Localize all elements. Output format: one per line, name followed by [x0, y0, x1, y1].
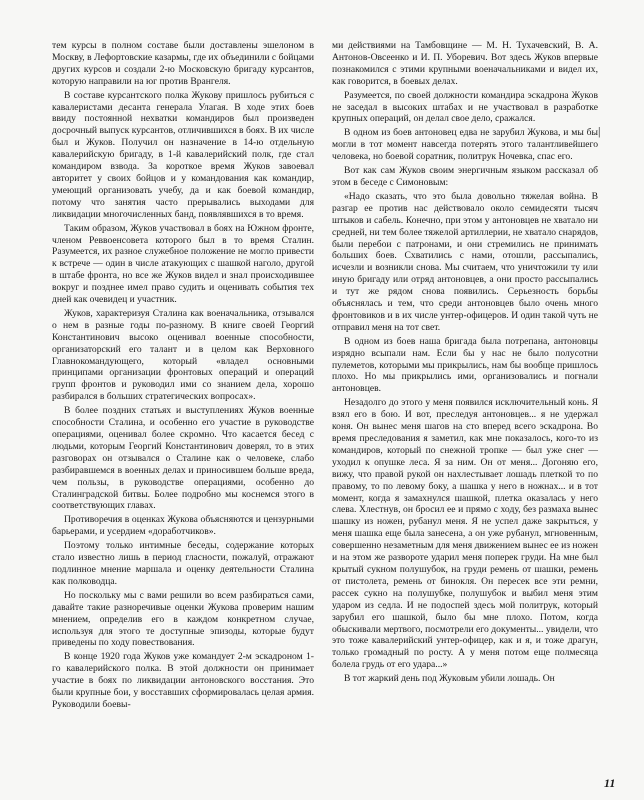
- paragraph: В составе курсантского полка Жукову пришлось рубиться с кавалеристами десанта генерала Улагая. В ходе этих боев ввиду постоянной нехватки командиров был произведен досрочный выпуск курсантов, отличившихся в боях. В их числе был и Жуков. Получил он назначение в 14-ю отдельную кавалерийскую бригаду, в 1-й кавалерийский полк, где стал командиром взвода. За короткое время Жуков завоевал авторитет у своих бойцов и у командования как командир, умеющий организовать учебу, да и как боевой командир, потому что занятия часто прерывались выходами для ликвидации многочисленных банд, появлявшихся в то время.: [52, 89, 314, 220]
- paragraph: Таким образом, Жуков участвовал в боях на Южном фронте, членом Реввоенсовета которого был в то время Сталин. Разумеется, их разное служебное положение не могло привести к встрече — один в числе атакующих с шашкой наголо, другой в штабе фронта, но все же Жуков видел и знал происходившее вокруг и позднее имел право судить и оценивать события тех дней как очевидец и участник.: [52, 222, 314, 306]
- paragraph: В тот жаркий день под Жуковым убили лошадь. Он: [344, 673, 555, 685]
- margin-mark: |: [598, 124, 601, 138]
- paragraph: Противоречия в оценках Жукова объясняются и цензурными барьерами, и усердием «доработчиков».: [52, 514, 314, 538]
- paragraph: В одном из боев антоновец едва не зарубил Жукова, и мы бы могли в тот момент навсегда потерять этого талантливейшего человека, но боевой соратник, политрук Ночевка, спас его.: [332, 127, 598, 163]
- paragraph: В более поздних статьях и выступлениях Жуков военные способности Сталина, и особенно его участие в руководстве операциями, оценивал более скромно. Что касается бесед с людьми, которым Георгий Константинович доверял, то в этих разговорах он отзывался о Сталине как о человеке, слабо разбиравшемся в военных делах и приносившем больше вреда, чем пользы, в руководстве операциями, особенно до Сталинградской битвы. Более подробно мы коснемся этого в соответствующих главах.: [52, 405, 314, 512]
- paragraph: Незадолго до этого у меня появился исключительный конь. Я взял его в бою. И вот, преследуя антоновцев... я не удержал коня. Он вынес меня шагов на сто вперед всего эскадрона. Во время преследования я заметил, как мне показалось, кого-то из командиров, который по снежной тропке — был уже снег — уходил к опушке леса. Я за ним. Он от меня... Догоняю его, вижу, что правой рукой он нахлестывает лошадь плеткой то по правому, то по левому боку, а шашка у него в ножнах... и в тот момент, когда я замахнулся шашкой, плетка оказалась у него слева. Хлестнув, он бросил ее и прямо с ходу, без размаха вынес шашку из ножен, рубанул меня. Я не успел даже закрыться, у меня шашка еще была занесена, а он уже рубанул, мгновенным, совершенно незаметным для меня движением вынес ее из ножен и на этом же развороте ударил меня поперек груди. На мне был крытый сукном полушубок, на груди ремень от шашки, ремень от пистолета, ремень от бинокля. Он пересек все эти ремни, рассек сукно на полушубке, полушубок и выбил меня этим ударом из седла. И не подоспей здесь мой политрук, который зарубил его шашкой, было бы мне плохо. Потом, когда обыскивали мертвого, посмотрели его документы... увидели, что это тоже кавалерийский унтер-офицер, как и я, и тоже драгун, только громадный по росту. А у меня потом еще полмесяца болела грудь от его удара...»: [332, 397, 598, 671]
- paragraph: В одном из боев наша бригада была потрепана, антоновцы изрядно всыпали нам. Если бы у нас не было полусотни пулеметов, которыми мы прикрылись, нам бы вообще пришлось плохо. Но мы прикрылись ими, организовались и погнали антоновцев.: [332, 335, 598, 395]
- paragraph: Поэтому только интимные беседы, содержание которых стало известно лишь в период гласности, пожалуй, отражают подлинное мнение маршала и оценку деятельности Сталина как полководца.: [52, 540, 314, 587]
- left-text-column: [52, 40, 314, 713]
- paragraph: Но поскольку мы с вами решили во всем разбираться сами, давайте такие разноречивые оценки Жукова проверим нашим мнением, определив его в каждом конкретном случае, используя для этого те доступные эпизоды, которые будут приведены по ходу повествования.: [52, 589, 314, 649]
- paragraph: В конце 1920 года Жуков уже командует 2-м эскадроном 1-го кавалерийского полка. В этой должности он принимает участие в боях по ликвидации антоновского восстания. Это были крупные бои, у восставших сформировалась целая армия. Руководили боевы-: [52, 651, 314, 710]
- paragraph: Разумеется, по своей должности командира эскадрона Жуков не заседал в высоких штабах и не участвовал в разработке крупных операций, он делал свое дело, сражался.: [332, 89, 598, 125]
- quote-paragraph: «Надо сказать, что это была довольно тяжелая война. В разгар ее против нас действовало около семидесяти тысяч штыков и сабель. Конечно, при этом у антоновцев не хватало ни средней, ни тем более тяжелой артиллерии, не хватало снарядов, были перебои с патронами, и они стремились не принимать больших боев. Схватились с нами, отошли, рассыпались, исчезли и возникли снова. Мы считаем, что уничтожили ту или иную бригаду или отряд антоновцев, а они просто рассыпались и тут же рядом снова появились. Серьезность борьбы объяснялась и тем, что среди антоновцев было очень много фронтовиков и в их числе унтер-офицеров. И один такой чуть не отправил меня на тот свет.: [332, 190, 598, 333]
- paragraph: тем курсы в полном составе были доставлены эшелоном в Москву, в Лефортовские казармы, где их объединили с бойцами других курсов и создали 2-ю Московскую бригаду курсантов, которую направили на юг против Врангеля.: [52, 40, 314, 87]
- paragraph: Вот как сам Жуков своим энергичным языком рассказал об этом в беседе с Симоновым:: [332, 165, 598, 188]
- page-number: 11: [604, 776, 616, 790]
- right-text-column: [332, 40, 601, 687]
- paragraph: Жуков, характеризуя Сталина как военачальника, отзывался о нем в разные годы по-разному. В книге своей Георгий Константинович высоко оценивал военные способности, организаторский его талант и в целом как Верховного Главнокомандующего, который «владел основными принципами организации фронтовых операций и операций групп фронтов и руководил ими со знанием дела, хорошо разбирался в больших стратегических вопросах».: [52, 307, 314, 403]
- paragraph: ми действиями на Тамбовщине — М. Н. Тухачевский, В. А. Антонов-Овсеенко и И. П. Уборевич. Вот здесь Жуков впервые познакомился с этими крупными военачальниками и видел их, как говорится, в боевых делах.: [332, 40, 598, 87]
